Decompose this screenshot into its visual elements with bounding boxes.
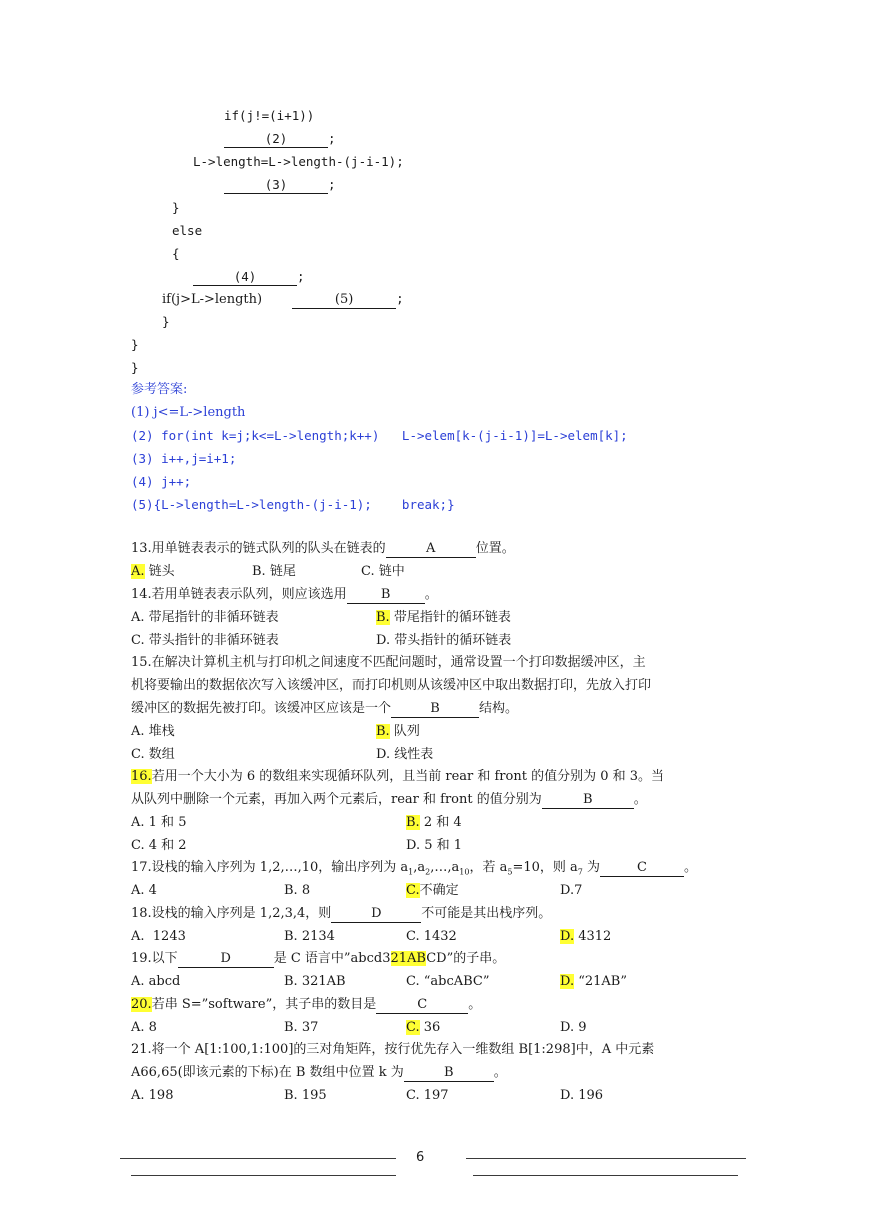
answer-blank: B [391, 701, 479, 718]
option-b: B. 链尾 [252, 564, 296, 579]
question-17: 17.设栈的输入序列为 1,2,…,10，输出序列为 $a_1,a_2,\dots,a_{10}$，若 $a_5=10$，则 $a_7$ 为 C 。 [131, 860, 698, 877]
option-b: B. 2 和 4 [406, 815, 462, 830]
option-d: D. 5 和 1 [406, 838, 463, 853]
question-15-line: 缓冲区的数据先被打印。该缓冲区应该是一个 B 结构。 [131, 701, 519, 716]
option-c: C. “abcABC” [406, 974, 490, 989]
option-c: C. 1432 [406, 929, 457, 944]
code-line: if(j>L->length) (5) ; [162, 291, 404, 307]
option-c: C. 数组 [131, 747, 175, 762]
answer-line: (5){L->length=L->length-(j-i-1); break;} [131, 497, 455, 512]
answer-line: (3) i++,j=i+1; [131, 451, 237, 466]
question-14: 14.若用单链表表示队列，则应该选用 B 。 [131, 587, 438, 602]
blank: (2) [224, 131, 328, 148]
footer-rule [466, 1158, 746, 1159]
answer-line: (1) j<=L->length [131, 405, 246, 420]
code-line: L->length=L->length-(j-i-1); [193, 154, 404, 169]
answer-line: (4) j++; [131, 474, 192, 489]
blank: (5) [292, 292, 396, 309]
answer-blank: B [542, 792, 634, 809]
option-b: B. 321AB [284, 974, 346, 989]
answer-blank: C [376, 997, 468, 1014]
option-a: A. abcd [131, 974, 181, 989]
code-line: { [172, 246, 180, 261]
question-20: 20.若串 S=”software”，其子串的数目是 C 。 [131, 997, 482, 1012]
code-blank-line: (3) ; [224, 176, 336, 194]
option-a: A. 198 [131, 1088, 174, 1103]
option-d: D. 带头指针的循环链表 [376, 633, 512, 648]
blank: (4) [193, 269, 297, 286]
question-15-line: 机将要输出的数据依次写入该缓冲区，而打印机则从该缓冲区中取出数据打印，先放入打印 [131, 678, 652, 693]
option-a: A. 堆栈 [131, 724, 175, 739]
code-blank-line: (4) ; [193, 268, 305, 286]
option-a: A. 1 和 5 [131, 815, 187, 830]
option-d: D.7 [560, 883, 583, 898]
option-d: D. 4312 [560, 929, 612, 944]
answer-blank: B [347, 587, 425, 604]
code-line: } [131, 360, 139, 375]
answer-blank: D [331, 906, 421, 923]
answer-title: 参考答案: [131, 382, 188, 397]
answer-blank: B [404, 1065, 494, 1082]
question-13: 13.用单链表表示的链式队列的队头在链表的 A 位置。 [131, 541, 515, 556]
option-b: B. 带尾指针的循环链表 [376, 610, 511, 625]
footer-rule [473, 1175, 738, 1176]
answer-blank: C [600, 860, 684, 877]
question-16-line: 16.若用一个大小为 6 的数组来实现循环队列，且当前 rear 和 front 的值分别为 0 和 3。当 [131, 769, 665, 784]
option-c: C.不确定 [406, 883, 459, 898]
option-b: B. 2134 [284, 929, 335, 944]
option-a: A. 带尾指针的非循环链表 [131, 610, 279, 625]
option-b: B. 队列 [376, 724, 420, 739]
option-d: D. 196 [560, 1088, 604, 1103]
option-c: C. 36 [406, 1020, 441, 1035]
option-d: D. 9 [560, 1020, 587, 1035]
option-c: C. 链中 [361, 564, 405, 579]
option-a: A. 1243 [131, 929, 186, 944]
answer-blank: A [386, 541, 476, 558]
option-a: A. 链头 [131, 564, 175, 579]
footer-rule [131, 1175, 396, 1176]
option-d: D. 线性表 [376, 747, 434, 762]
code-line: } [131, 337, 139, 352]
code-line: else [172, 223, 203, 238]
page-number: 6 [416, 1150, 425, 1165]
answer-blank: D [178, 951, 274, 968]
question-15-line: 15.在解决计算机主机与打印机之间速度不匹配问题时，通常设置一个打印数据缓冲区，主 [131, 655, 646, 670]
option-d: D. “21AB” [560, 974, 628, 989]
option-b: B. 195 [284, 1088, 327, 1103]
option-c: C. 197 [406, 1088, 449, 1103]
option-b: B. 8 [284, 883, 311, 898]
footer-rule [120, 1158, 396, 1159]
question-18: 18.设栈的输入序列是 1,2,3,4，则 D 不可能是其出栈序列。 [131, 906, 552, 921]
code-line: } [162, 314, 170, 329]
blank: (3) [224, 177, 328, 194]
option-c: C. 带头指针的非循环链表 [131, 633, 279, 648]
question-19: 19.以下 D 是 C 语言中”abcd321ABCD”的子串。 [131, 951, 506, 966]
question-16-line: 从队列中删除一个元素，再加入两个元素后，rear 和 front 的值分别为 B 。 [131, 792, 647, 807]
option-a: A. 8 [131, 1020, 157, 1035]
code-line: if(j!=(i+1)) [224, 108, 315, 123]
answer-line: (2) for(int k=j;k<=L->length;k++) L->elem[k-(j-i-1)]=L->elem[k]; [131, 428, 628, 443]
code-blank-line: (2) ; [224, 130, 336, 148]
code-line: } [172, 200, 180, 215]
option-a: A. 4 [131, 883, 157, 898]
question-21-line: A66,65(即该元素的下标)在 B 数组中位置 k 为 B 。 [131, 1065, 507, 1080]
question-21-line: 21.将一个 A[1:100,1:100]的三对角矩阵，按行优先存入一维数组 B[1:298]中，A 中元素 [131, 1042, 655, 1057]
option-b: B. 37 [284, 1020, 319, 1035]
option-c: C. 4 和 2 [131, 838, 187, 853]
